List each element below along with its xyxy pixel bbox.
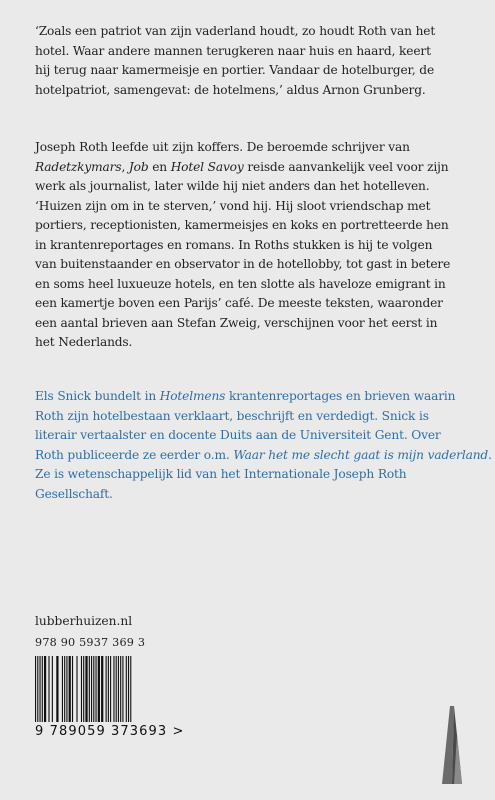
barcode-bar — [62, 656, 63, 722]
grunberg-quote-paragraph — [35, 22, 475, 100]
barcode-bar — [44, 656, 46, 722]
barcode-bar — [108, 656, 109, 722]
barcode-bar — [122, 656, 123, 722]
barcode-bar — [72, 656, 73, 722]
text-line: in krantenreportages en romans. In Roths stukken is hij te volgen — [35, 237, 433, 252]
barcode-bar — [48, 656, 49, 722]
text-line: het Nederlands. — [35, 335, 133, 349]
barcode-bar — [76, 656, 77, 722]
text-fragment: Els Snick bundelt in — [35, 389, 160, 403]
text-line: ‘Huizen zijn om in te sterven,’ vond hij. Hij sloot vriendschap met — [35, 198, 431, 213]
barcode-bar — [37, 656, 38, 722]
text-line: een aantal brieven aan Stefan Zweig, verschijnen voor het eerst in — [35, 315, 438, 330]
isbn-number: 978 90 5937 369 3 — [35, 636, 146, 649]
text-line — [35, 387, 475, 407]
text-line: Ze is wetenschappelijk lid van het Internationale Joseph Roth — [35, 467, 407, 481]
text-line: literair vertaalster en docente Duits aan de Universiteit Gent. Over — [35, 428, 441, 442]
barcode-bar — [35, 656, 36, 722]
text-line: hotelpatriot, samengevat: de hotelmens,’ aldus Arnon Grunberg. — [35, 82, 426, 97]
book-title-radetzkymars: Radetzkymars — [35, 159, 122, 174]
text-line: van buitenstaander en observator in de hotellobby, tot gast in betere — [35, 257, 451, 271]
text-line: portiers, receptionisten, kamermeisjes en koks en portretteerde hen — [35, 218, 449, 232]
barcode-bar — [95, 656, 96, 722]
text-line: werk als journalist, later wilde hij niet anders dan het hotelleven. — [35, 179, 430, 193]
text-line: Roth zijn hotelbestaan verklaart, beschrijft en verdedigt. Snick is — [35, 408, 429, 423]
roth-biography-paragraph — [35, 138, 475, 353]
text-line: Gesellschaft. — [35, 486, 113, 501]
book-title-hotel-savoy: Hotel Savoy — [170, 159, 244, 174]
publisher-website: lubberhuizen.nl — [35, 614, 133, 628]
barcode-bar — [126, 656, 127, 722]
barcode-bar — [91, 656, 92, 722]
barcode-bar — [110, 656, 111, 722]
book-title-hotelmens: Hotelmens — [159, 389, 226, 403]
editor-bio-paragraph — [35, 387, 492, 504]
text-fragment: . — [488, 447, 492, 462]
barcode-bar — [98, 656, 100, 722]
barcode-bar — [52, 656, 53, 722]
text-line: Joseph Roth leefde uit zijn koffers. De beroemde schrijver van — [35, 140, 410, 154]
barcode-bar — [85, 656, 87, 722]
barcode-bar — [116, 656, 117, 722]
barcode-digits: 9 789059 373693 > — [35, 724, 185, 739]
text-line: hotel. Waar andere mannen terugkeren naar huis en haard, keert — [35, 43, 431, 58]
barcode-bar — [81, 656, 82, 722]
barcode-bar — [101, 656, 103, 722]
text-fragment: , — [121, 159, 129, 174]
barcode-bar — [113, 656, 114, 722]
barcode-bar — [89, 656, 90, 722]
text-line: en soms heel luxueuze hotels, en ten slotte als haveloze emigrant in — [35, 276, 446, 291]
text-fragment: krantenreportages en brieven waarin — [225, 389, 456, 403]
text-line: hij terug naar kamermeisje en portier. Vandaar de hotelburger, de — [35, 63, 435, 77]
barcode-bar — [64, 656, 65, 722]
text-fragment: en — [148, 159, 171, 174]
barcode-bar — [39, 656, 40, 722]
text-fragment: reisde aanvankelijk veel voor zijn — [243, 159, 449, 174]
barcode-bar — [128, 656, 129, 722]
barcode-bar — [106, 656, 107, 722]
text-line — [35, 446, 492, 466]
barcode-bar — [66, 656, 67, 722]
barcode-bar — [93, 656, 94, 722]
barcode-bar — [83, 656, 84, 722]
barcode-bar — [130, 656, 131, 722]
publisher-logo-icon — [438, 704, 466, 784]
barcode-bar — [42, 656, 43, 722]
barcode-bar — [69, 656, 71, 722]
text-line: een kamertje boven een Parijs’ café. De meeste teksten, waaronder — [35, 296, 443, 310]
barcode-bar — [56, 656, 58, 722]
text-line: ‘Zoals een patriot van zijn vaderland houdt, zo houdt Roth van het — [35, 24, 436, 38]
text-line — [35, 158, 475, 178]
book-title-waar-het-me-slecht-gaat: Waar het me slecht gaat is mijn vaderland — [233, 447, 489, 462]
isbn-barcode — [35, 656, 175, 728]
book-title-job: Job — [128, 159, 149, 174]
barcode-bar — [118, 656, 119, 722]
text-fragment: Roth publiceerde ze eerder o.m. — [35, 447, 234, 462]
barcode-bar — [120, 656, 121, 722]
